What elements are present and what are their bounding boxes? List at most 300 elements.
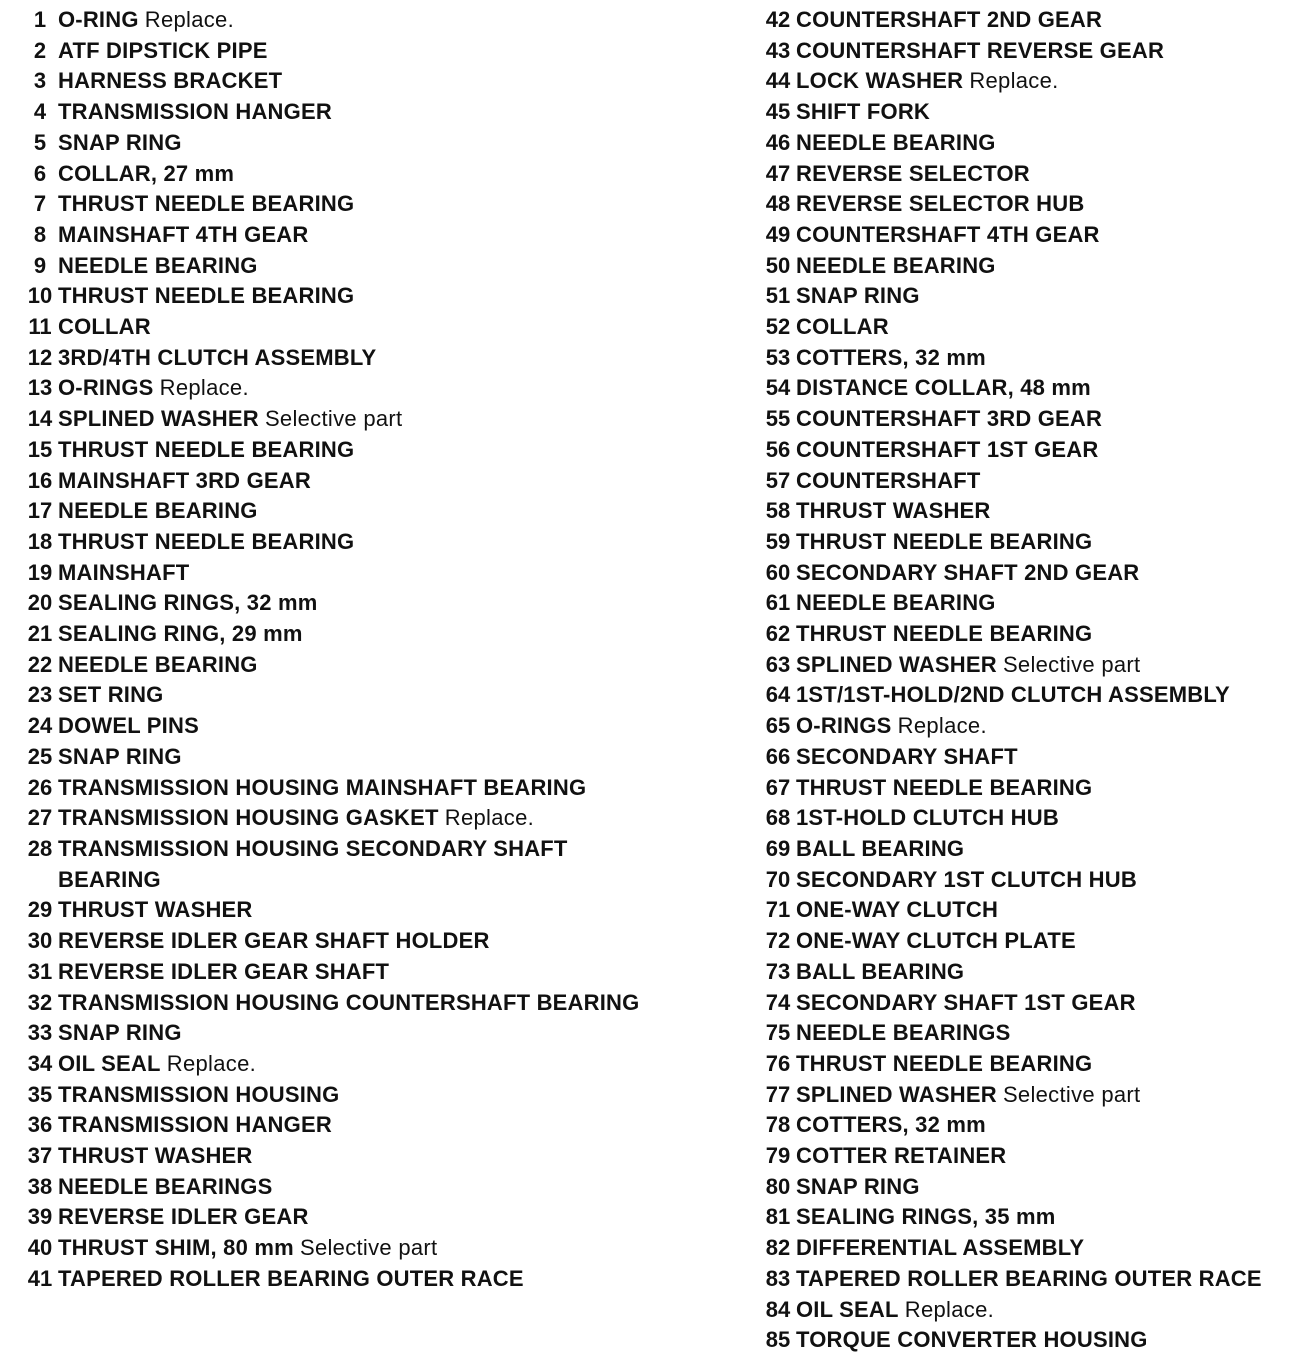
part-description (58, 1264, 524, 1295)
parts-list-item (760, 711, 1300, 742)
part-description (58, 466, 311, 497)
part-name: 3RD/4TH CLUTCH ASSEMBLY (58, 344, 377, 370)
part-name: TRANSMISSION HOUSING GASKET (58, 805, 439, 831)
parts-list-item (22, 527, 662, 558)
part-name: HARNESS BRACKET (58, 68, 283, 94)
parts-list-item (760, 650, 1300, 681)
parts-list-item (760, 865, 1300, 896)
part-number: 64 (765, 682, 791, 708)
part-description (796, 1172, 920, 1203)
part-number: 8 (33, 221, 47, 247)
part-description (796, 66, 1059, 97)
part-name: 1ST/1ST-HOLD/2ND CLUTCH ASSEMBLY (796, 682, 1230, 708)
part-description (796, 650, 1140, 681)
parts-list-item (22, 1018, 662, 1049)
part-number: 38 (27, 1173, 53, 1199)
parts-list-item (760, 803, 1300, 834)
part-name: SPLINED WASHER (796, 651, 997, 677)
parts-list-item (22, 1141, 662, 1172)
parts-list-item (22, 1080, 662, 1111)
part-number: 32 (27, 989, 53, 1015)
part-name: TAPERED ROLLER BEARING OUTER RACE (58, 1265, 524, 1291)
part-description (796, 865, 1137, 896)
part-name: COTTERS, 32 mm (796, 1112, 986, 1138)
part-name: NEEDLE BEARING (796, 590, 996, 616)
parts-list-item (22, 773, 662, 804)
part-description (58, 1202, 309, 1233)
parts-list-item (22, 373, 662, 404)
part-number: 29 (27, 897, 53, 923)
parts-list-item (760, 773, 1300, 804)
parts-list-item (760, 1110, 1300, 1141)
part-name: SHIFT FORK (796, 99, 930, 125)
part-description (796, 588, 996, 619)
part-number: 43 (765, 37, 791, 63)
part-description (58, 189, 354, 220)
parts-list-item (760, 435, 1300, 466)
part-number: 46 (765, 129, 791, 155)
part-number: 7 (33, 191, 47, 217)
part-name: THRUST NEEDLE BEARING (58, 283, 355, 309)
part-description (58, 312, 151, 343)
part-description (58, 5, 234, 36)
part-name: THRUST NEEDLE BEARING (58, 436, 355, 462)
part-name: TRANSMISSION HOUSING MAINSHAFT BEARING (58, 774, 587, 800)
parts-list-item (760, 36, 1300, 67)
parts-list-item (22, 957, 662, 988)
part-number: 14 (27, 406, 53, 432)
part-name: OIL SEAL (796, 1296, 899, 1322)
part-number: 45 (765, 99, 791, 125)
part-name: SNAP RING (796, 283, 920, 309)
parts-list-item (760, 1233, 1300, 1264)
parts-list-item (760, 1264, 1300, 1295)
part-description (796, 619, 1092, 650)
parts-list-item (760, 1080, 1300, 1111)
parts-list-item (22, 435, 662, 466)
parts-list-item (760, 988, 1300, 1019)
parts-list-item (22, 189, 662, 220)
part-description (796, 1325, 1148, 1356)
part-description (58, 251, 258, 282)
part-description (796, 1018, 1010, 1049)
part-name: THRUST NEEDLE BEARING (796, 528, 1093, 554)
parts-list-item (22, 281, 662, 312)
part-name: REVERSE IDLER GEAR SHAFT HOLDER (58, 928, 490, 954)
part-name: SECONDARY SHAFT (796, 743, 1018, 769)
part-description (796, 680, 1230, 711)
part-number: 76 (765, 1050, 791, 1076)
part-description (796, 97, 930, 128)
part-description (796, 803, 1059, 834)
part-number: 36 (27, 1112, 53, 1138)
parts-list-item (760, 1172, 1300, 1203)
part-description (58, 1049, 256, 1080)
parts-list-item (760, 343, 1300, 374)
parts-list-item (760, 926, 1300, 957)
part-number: 42 (765, 7, 791, 32)
part-description (796, 404, 1102, 435)
part-description (58, 1080, 339, 1111)
part-description (796, 1295, 994, 1326)
parts-list-item (22, 558, 662, 589)
part-description (58, 773, 586, 804)
part-name: ONE-WAY CLUTCH (796, 897, 999, 923)
part-number: 21 (27, 621, 53, 647)
part-description (796, 988, 1136, 1019)
part-name: THRUST NEEDLE BEARING (58, 191, 355, 217)
part-description (796, 373, 1091, 404)
part-number: 58 (765, 498, 791, 524)
part-name: 1ST-HOLD CLUTCH HUB (796, 805, 1059, 831)
part-name: THRUST NEEDLE BEARING (58, 528, 355, 554)
part-description (58, 650, 258, 681)
part-name: DISTANCE COLLAR, 48 mm (796, 375, 1091, 401)
part-name: COUNTERSHAFT 3RD GEAR (796, 406, 1103, 432)
parts-list-item (22, 742, 662, 773)
parts-list-item (760, 496, 1300, 527)
part-description (58, 404, 402, 435)
parts-list-left-column (22, 5, 662, 1295)
part-description (58, 496, 258, 527)
part-name: TORQUE CONVERTER HOUSING (796, 1327, 1148, 1353)
parts-list-item (760, 251, 1300, 282)
parts-list-item (22, 466, 662, 497)
part-note: Replace. (444, 805, 535, 831)
part-number: 16 (27, 467, 53, 493)
parts-list-item (760, 220, 1300, 251)
parts-list-item (22, 5, 662, 36)
part-number: 34 (27, 1050, 53, 1076)
part-description (796, 773, 1092, 804)
part-description (58, 711, 199, 742)
part-number: 39 (27, 1204, 53, 1230)
part-number: 55 (765, 406, 791, 432)
part-name: SNAP RING (58, 129, 182, 155)
part-number: 72 (765, 928, 791, 954)
part-number: 78 (765, 1112, 791, 1138)
parts-list-item (760, 1018, 1300, 1049)
part-number: 70 (765, 866, 791, 892)
part-description (58, 1172, 272, 1203)
part-number: 28 (27, 835, 53, 861)
part-number: 82 (765, 1235, 791, 1261)
parts-list-item (22, 496, 662, 527)
part-description (796, 1202, 1056, 1233)
part-description (58, 680, 164, 711)
part-name: BALL BEARING (796, 958, 965, 984)
part-name: THRUST WASHER (58, 1143, 253, 1169)
part-description (58, 1018, 182, 1049)
parts-list-item (22, 834, 662, 895)
part-number: 1 (33, 7, 47, 32)
part-number: 41 (27, 1265, 53, 1291)
part-name: THRUST NEEDLE BEARING (796, 774, 1093, 800)
parts-list-item (22, 1172, 662, 1203)
parts-list-item (760, 1049, 1300, 1080)
part-name: COUNTERSHAFT 2ND GEAR (796, 7, 1103, 32)
part-name: COTTERS, 32 mm (796, 344, 986, 370)
part-number: 33 (27, 1020, 53, 1046)
part-name: SPLINED WASHER (796, 1081, 997, 1107)
part-description (796, 1110, 986, 1141)
part-note: Selective part (1002, 651, 1141, 677)
part-description (796, 281, 920, 312)
parts-list-item (760, 466, 1300, 497)
part-name: TRANSMISSION HOUSING (58, 1081, 340, 1107)
part-name: MAINSHAFT (58, 559, 190, 585)
parts-list-item (22, 36, 662, 67)
part-number: 62 (765, 621, 791, 647)
part-note: Selective part (264, 406, 403, 432)
part-note: Replace. (904, 1296, 995, 1322)
parts-list-item (760, 895, 1300, 926)
part-description (796, 36, 1164, 67)
parts-list-item (760, 373, 1300, 404)
part-name: NEEDLE BEARING (796, 129, 996, 155)
part-name: COLLAR, 27 mm (58, 160, 235, 186)
parts-list-item (760, 1202, 1300, 1233)
part-number: 10 (27, 283, 53, 309)
part-description (796, 742, 1018, 773)
parts-list-item (22, 1110, 662, 1141)
parts-list-item (760, 159, 1300, 190)
parts-list-item (22, 128, 662, 159)
parts-list-right-column (760, 5, 1300, 1356)
part-name: SEALING RING, 29 mm (58, 621, 303, 647)
part-note: Replace. (144, 7, 234, 32)
parts-list-item (22, 1049, 662, 1080)
parts-list-item (760, 834, 1300, 865)
part-description (796, 312, 889, 343)
part-description (796, 1049, 1092, 1080)
part-name: REVERSE IDLER GEAR SHAFT (58, 958, 390, 984)
part-number: 84 (765, 1296, 791, 1322)
parts-list-item (760, 97, 1300, 128)
part-description (58, 343, 376, 374)
part-name: TAPERED ROLLER BEARING OUTER RACE (796, 1265, 1262, 1291)
part-description (58, 957, 389, 988)
parts-list-item (760, 281, 1300, 312)
part-number: 12 (27, 344, 53, 370)
part-number: 31 (27, 958, 53, 984)
part-number: 57 (765, 467, 791, 493)
part-name: O-RINGS (796, 713, 892, 739)
part-name: COUNTERSHAFT 4TH GEAR (796, 221, 1100, 247)
parts-list-item (22, 251, 662, 282)
part-description (796, 496, 991, 527)
part-name: SNAP RING (58, 743, 182, 769)
part-number: 30 (27, 928, 53, 954)
parts-list-item (22, 895, 662, 926)
part-description (796, 834, 964, 865)
part-name: THRUST WASHER (796, 498, 991, 524)
part-number: 13 (27, 375, 53, 401)
part-description (796, 466, 981, 497)
part-description (796, 159, 1030, 190)
part-description (796, 527, 1092, 558)
part-description (58, 588, 318, 619)
parts-list-item (760, 404, 1300, 435)
part-name: SECONDARY SHAFT 2ND GEAR (796, 559, 1140, 585)
part-number: 47 (765, 160, 791, 186)
part-description (796, 5, 1102, 36)
part-number: 54 (765, 375, 791, 401)
part-name: TRANSMISSION HOUSING COUNTERSHAFT BEARING (58, 989, 640, 1015)
part-name: SNAP RING (796, 1173, 920, 1199)
part-number: 80 (765, 1173, 791, 1199)
part-name: DIFFERENTIAL ASSEMBLY (796, 1235, 1085, 1261)
parts-list-item (22, 404, 662, 435)
part-name: SECONDARY 1ST CLUTCH HUB (796, 866, 1137, 892)
part-description (58, 895, 253, 926)
part-description (796, 189, 1084, 220)
parts-list-item (760, 1295, 1300, 1326)
part-number: 6 (33, 160, 47, 186)
part-number: 68 (765, 805, 791, 831)
part-note: Replace. (897, 713, 987, 739)
part-description (796, 1264, 1262, 1295)
part-description (796, 220, 1100, 251)
part-name: THRUST NEEDLE BEARING (796, 1050, 1093, 1076)
parts-list-item (760, 66, 1300, 97)
part-description (58, 558, 189, 589)
part-name: SNAP RING (58, 1020, 182, 1046)
part-name: COTTER RETAINER (796, 1143, 1007, 1169)
part-name: NEEDLE BEARINGS (796, 1020, 1011, 1046)
part-number: 79 (765, 1143, 791, 1169)
part-description (58, 1141, 253, 1172)
part-name: O-RINGS (58, 375, 154, 401)
part-number: 63 (765, 651, 791, 677)
part-description (796, 251, 996, 282)
part-number: 24 (27, 713, 53, 739)
part-number: 69 (765, 835, 791, 861)
part-description (796, 895, 998, 926)
part-description (58, 128, 182, 159)
part-name: SPLINED WASHER (58, 406, 259, 432)
part-number: 73 (765, 958, 791, 984)
part-number: 35 (27, 1081, 53, 1107)
part-number: 19 (27, 559, 53, 585)
part-description (58, 988, 639, 1019)
part-number: 61 (765, 590, 791, 616)
part-name: REVERSE IDLER GEAR (58, 1204, 309, 1230)
part-name: COUNTERSHAFT (796, 467, 981, 493)
part-name: SEALING RINGS, 32 mm (58, 590, 318, 616)
part-number: 11 (28, 314, 52, 340)
part-description (58, 1110, 332, 1141)
part-description (58, 97, 332, 128)
parts-list-item (760, 527, 1300, 558)
part-description (58, 527, 354, 558)
parts-list-item (22, 680, 662, 711)
part-note: Selective part (1002, 1081, 1141, 1107)
part-name: COLLAR (58, 314, 151, 340)
part-description (796, 1141, 1006, 1172)
part-name: O-RING (58, 7, 139, 32)
part-number: 81 (765, 1204, 791, 1230)
part-note: Replace. (969, 68, 1059, 94)
part-description (796, 926, 1076, 957)
part-name: MAINSHAFT 3RD GEAR (58, 467, 311, 493)
part-name: THRUST SHIM, 80 mm (58, 1235, 294, 1261)
parts-list-item (22, 1202, 662, 1233)
part-number: 3 (33, 68, 47, 94)
part-number: 75 (765, 1020, 791, 1046)
parts-list-item (22, 988, 662, 1019)
part-number: 18 (27, 528, 53, 554)
parts-list-item (760, 558, 1300, 589)
parts-list-item (22, 803, 662, 834)
part-name: COLLAR (796, 314, 889, 340)
part-description (58, 220, 309, 251)
part-number: 23 (27, 682, 53, 708)
parts-list-item (760, 128, 1300, 159)
part-name: REVERSE SELECTOR HUB (796, 191, 1085, 217)
part-number: 2 (33, 37, 47, 63)
part-description (58, 619, 303, 650)
parts-list-item (760, 742, 1300, 773)
part-number: 66 (765, 743, 791, 769)
part-name: LOCK WASHER (796, 68, 964, 94)
part-number: 20 (27, 590, 53, 616)
part-description (796, 128, 996, 159)
parts-list-item (760, 5, 1300, 36)
part-number: 44 (765, 68, 791, 94)
parts-list-item (22, 159, 662, 190)
part-name: ONE-WAY CLUTCH PLATE (796, 928, 1076, 954)
part-name: BALL BEARING (796, 835, 965, 861)
part-name: DOWEL PINS (58, 713, 199, 739)
part-number: 85 (765, 1327, 791, 1353)
part-description (58, 1233, 437, 1264)
part-description (58, 36, 268, 67)
part-number: 4 (33, 99, 47, 125)
part-name: ATF DIPSTICK PIPE (58, 37, 268, 63)
part-name: TRANSMISSION HANGER (58, 1112, 332, 1138)
part-description (796, 435, 1098, 466)
parts-list-item (22, 650, 662, 681)
parts-list-item (760, 680, 1300, 711)
parts-list-item (22, 588, 662, 619)
part-number: 15 (27, 436, 53, 462)
part-number: 22 (27, 651, 53, 677)
part-number: 67 (765, 774, 791, 800)
parts-list-item (760, 588, 1300, 619)
part-number: 59 (765, 528, 791, 554)
part-description (796, 1233, 1084, 1264)
part-number: 37 (27, 1143, 53, 1169)
part-name: THRUST NEEDLE BEARING (796, 621, 1093, 647)
part-number: 60 (765, 559, 791, 585)
part-name: COUNTERSHAFT 1ST GEAR (796, 436, 1099, 462)
parts-list-item (760, 619, 1300, 650)
parts-list-item (22, 66, 662, 97)
parts-list-item (760, 312, 1300, 343)
parts-list-item (22, 1264, 662, 1295)
part-name: COUNTERSHAFT REVERSE GEAR (796, 37, 1165, 63)
parts-list-item (22, 711, 662, 742)
parts-list-item (22, 343, 662, 374)
part-name: TRANSMISSION HANGER (58, 99, 332, 125)
part-description (58, 803, 534, 834)
part-description (58, 159, 234, 190)
part-description (796, 343, 986, 374)
parts-list-item (22, 97, 662, 128)
parts-list-item (760, 1141, 1300, 1172)
part-number: 52 (765, 314, 791, 340)
